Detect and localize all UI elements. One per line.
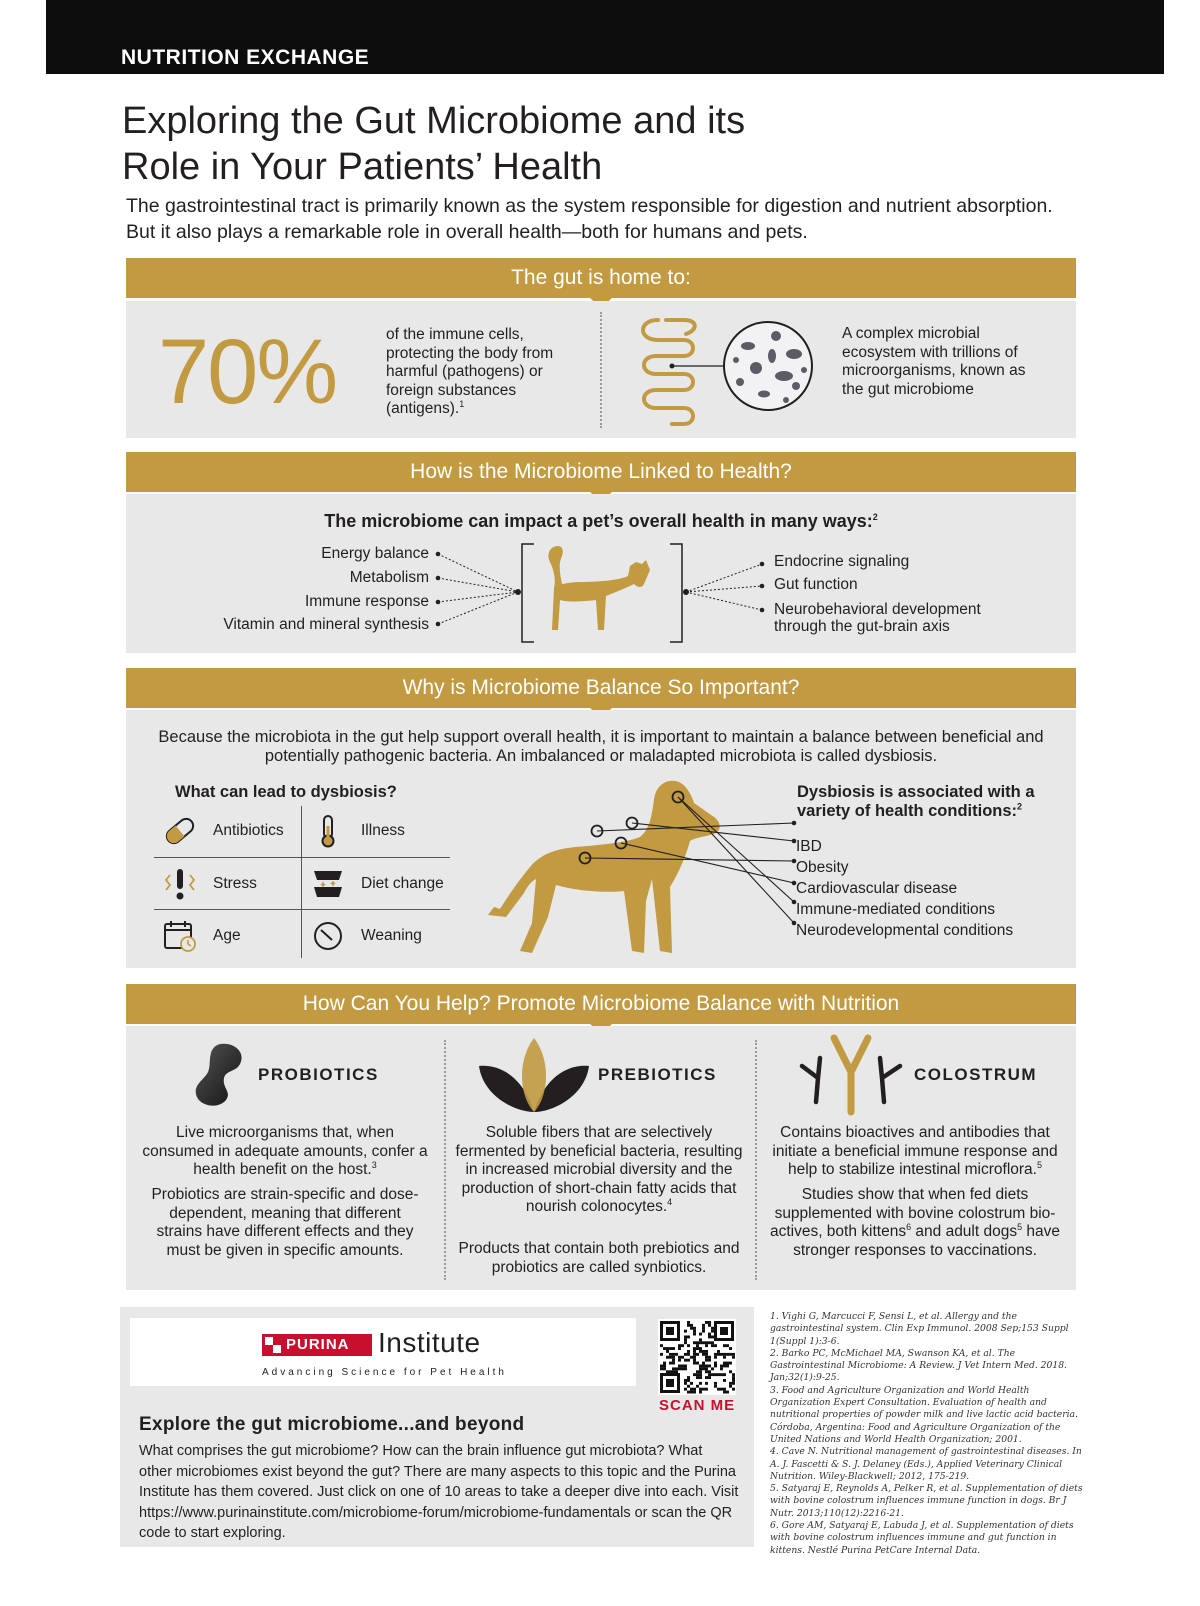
calendar-clock-icon xyxy=(162,919,198,953)
footer-body: What comprises the gut microbiome? How can the brain influence gut microbiota? What other microbiomes exist beyond the gut? There are many aspects to this topic and the Purina Institute has them covered. Just click on one of 10 areas to take a deeper dive into each. Visit https://www.purinainstitute.com/microbiome-forum/microbiome-fundamentals or scan the QR code to start exploring. xyxy=(139,1443,739,1541)
institute-tagline: Advancing Science for Pet Health xyxy=(262,1367,507,1378)
checkerboard-icon xyxy=(265,1337,281,1353)
title-line-2: Role in Your Patients’ Health xyxy=(122,146,603,188)
impact-endocrine: Endocrine signaling xyxy=(774,553,910,570)
cat-diagram xyxy=(430,540,770,646)
condition-cardiovascular: Cardiovascular disease xyxy=(796,880,958,897)
dog-diagram xyxy=(480,775,800,965)
ecosystem-text: A complex microbial ecosystem with trillions of microorganisms, known as the gut microbiome xyxy=(842,325,1026,398)
ref-sup: 3 xyxy=(371,1159,377,1170)
immune-stat-caption: of the immune cells, protecting the body from harmful (pathogens) or foreign substances (antigens). xyxy=(386,326,554,417)
colostrum-definition: Contains bioactives and antibodies that initiate a beneficial immune response and help to stabilize intestinal microflora. xyxy=(772,1124,1058,1178)
ref-sup: 1 xyxy=(459,398,465,409)
prebiotics-definition: Soluble fibers that are selectively fermented by beneficial bacteria, resulting in increased microbial diversity and the production of short-chain fatty acids that nourish colonocytes. xyxy=(455,1124,743,1215)
section3-band: Why is Microbiome Balance So Important? xyxy=(126,668,1076,708)
colostrum-study-a: Studies show that when fed diets supplemented with bovine colostrum bio-actives, both kittens xyxy=(769,1186,1056,1240)
dog-icon xyxy=(488,781,720,953)
institute-name: Institute xyxy=(378,1327,481,1358)
cause-stress xyxy=(154,858,300,910)
cat-icon xyxy=(548,546,650,630)
section4-band: How Can You Help? Promote Microbiome Balance with Nutrition xyxy=(126,984,1076,1024)
gauge-icon xyxy=(310,919,346,953)
cause-label: Antibiotics xyxy=(213,822,284,839)
impact-immune-response: Immune response xyxy=(304,593,429,610)
ref-sup: 2 xyxy=(1017,801,1023,812)
condition-immune-mediated: Immune-mediated conditions xyxy=(796,901,996,918)
colostrum-study-c: have stronger responses to vaccinations. xyxy=(793,1223,1061,1259)
scan-me-label: SCAN ME xyxy=(659,1397,736,1414)
column-divider xyxy=(444,1040,446,1280)
condition-neurodevelopmental: Neurodevelopmental conditions xyxy=(796,922,1014,939)
section2-lead-text: The microbiome can impact a pet’s overall health in many ways: xyxy=(324,511,873,531)
cause-age xyxy=(154,910,300,962)
food-bowls-icon xyxy=(310,867,346,901)
intestine-microbiome-icon xyxy=(636,316,826,428)
prebiotics-title: PREBIOTICS xyxy=(598,1065,717,1084)
prebiotic-leaves-icon xyxy=(477,1036,591,1114)
section2-band: How is the Microbiome Linked to Health? xyxy=(126,452,1076,492)
reference-item: 6. Gore AM, Satyaraj E, Labuda J, et al. Supplementation of diets with bovine colostrum influences immune and gut function in kittens. Nestlé Purina PetCare Internal Data. xyxy=(770,1520,1074,1556)
purina-brand: PURINA xyxy=(286,1336,350,1353)
reference-item: 2. Barko PC, McMichael MA, Swanson KA, et al. The Gastrointestinal Microbiome: A Review. J Vet Intern Med. 2018. Jan;32(1):9-25. xyxy=(770,1347,1067,1384)
qr-code[interactable] xyxy=(658,1319,736,1395)
ref-sup: 5 xyxy=(1017,1221,1023,1232)
cause-label: Age xyxy=(213,927,241,944)
prebiotics-text-1 xyxy=(454,1124,744,1217)
capsule-icon xyxy=(162,814,198,848)
impact-neurobehavioral: Neurobehavioral development through the gut-brain axis xyxy=(774,601,981,635)
ref-sup: 4 xyxy=(667,1196,673,1207)
kicker: NUTRITION EXCHANGE xyxy=(121,46,370,69)
conditions-heading xyxy=(797,783,1077,821)
immune-stat-text xyxy=(386,326,591,419)
thermometer-icon xyxy=(310,814,346,848)
causes-heading: What can lead to dysbiosis? xyxy=(175,783,397,801)
dysbiosis-paragraph: Because the microbiota in the gut help support overall health, it is important to maintain a balance between beneficial and potentially pathogenic bacteria. An imbalanced or maladapted microbiota is called dysbiosis. xyxy=(158,728,1044,765)
probiotics-title: PROBIOTICS xyxy=(258,1065,379,1084)
colostrum-title: COLOSTRUM xyxy=(914,1065,1038,1084)
ref-sup: 2 xyxy=(872,512,878,522)
conditions-heading-text: Dysbiosis is associated with a variety of health conditions: xyxy=(797,783,1035,820)
cause-diet-change xyxy=(302,858,450,910)
condition-ibd: IBD xyxy=(796,838,822,855)
impact-vitamin-synthesis: Vitamin and mineral synthesis xyxy=(223,616,429,633)
colostrum-text-2 xyxy=(768,1186,1062,1260)
prebiotics-text-2: Products that contain both prebiotics and probiotics are called synbiotics. xyxy=(458,1240,740,1276)
probiotics-definition: Live microorganisms that, when consumed in adequate amounts, confer a health benefit on the host. xyxy=(142,1124,428,1178)
reference-item: 5. Satyaraj E, Reynolds A, Pelker R, et al. Supplementation of diets with bovine colostrum influences immune function in dogs. Br J Nutr. 2013;110(12):2216-21. xyxy=(770,1483,1083,1519)
section2-lead xyxy=(126,511,1076,532)
section1-divider xyxy=(600,312,602,428)
cause-weaning xyxy=(302,910,450,962)
immune-stat: 70% xyxy=(158,321,337,423)
impact-gut-function: Gut function xyxy=(774,576,858,593)
condition-obesity: Obesity xyxy=(796,859,849,876)
colostrum-text-1 xyxy=(758,1124,1072,1180)
probiotics-text-1 xyxy=(140,1124,430,1180)
purina-logo xyxy=(262,1334,372,1356)
cause-label: Stress xyxy=(213,875,257,892)
reference-item: 1. Vighi G, Marcucci F, Sensi L, et al. Allergy and the gastrointestinal system. Clin Exp Immunol. 2008 Sep;153 Suppl 1(Suppl 1):3-6. xyxy=(770,1311,1069,1347)
reference-item: 3. Food and Agriculture Organization and World Health Organization Expert Consultation. Evaluation of health and nutritional properties of powder milk and live lactic acid bacteria. Córdoba, Argentina: Food and Agriculture Organization of the United Nations and World Health Organization; 2001. xyxy=(770,1384,1078,1445)
antibody-icon xyxy=(796,1032,906,1116)
footer-heading: Explore the gut microbiome...and beyond xyxy=(139,1414,525,1435)
page-title xyxy=(122,98,1022,190)
colostrum-study-b: and adult dogs xyxy=(911,1223,1018,1240)
cause-label: Illness xyxy=(361,822,405,839)
cause-label: Weaning xyxy=(361,927,422,944)
impact-metabolism: Metabolism xyxy=(349,569,429,586)
references xyxy=(770,1311,1088,1557)
exclamation-icon xyxy=(162,867,198,901)
title-line-1: Exploring the Gut Microbiome and its xyxy=(122,100,746,142)
intro-paragraph: The gastrointestinal tract is primarily known as the system responsible for digestion and nutrient absorption. But it also plays a remarkable role in overall health—both for humans and pets. xyxy=(126,195,1053,243)
column-divider xyxy=(755,1040,757,1280)
reference-item: 4. Cave N. Nutritional management of gastrointestinal diseases. In A. J. Fascetti & S. J. Delaney (Eds.), Applied Veterinary Clinical Nutrition. Wiley-Blackwell; 2012, 175-219. xyxy=(770,1446,1082,1482)
ref-sup: 5 xyxy=(1036,1159,1042,1170)
section1-band: The gut is home to: xyxy=(126,258,1076,298)
ref-sup: 6 xyxy=(906,1221,912,1232)
cause-illness xyxy=(302,805,450,857)
cause-label: Diet change xyxy=(361,875,444,892)
probiotic-bacteria-icon xyxy=(190,1040,248,1110)
probiotics-text-2: Probiotics are strain-specific and dose-dependent, meaning that different strains have different effects and they must be given in specific amounts. xyxy=(151,1186,419,1259)
cause-antibiotics xyxy=(154,805,300,857)
impact-energy-balance: Energy balance xyxy=(321,545,429,562)
